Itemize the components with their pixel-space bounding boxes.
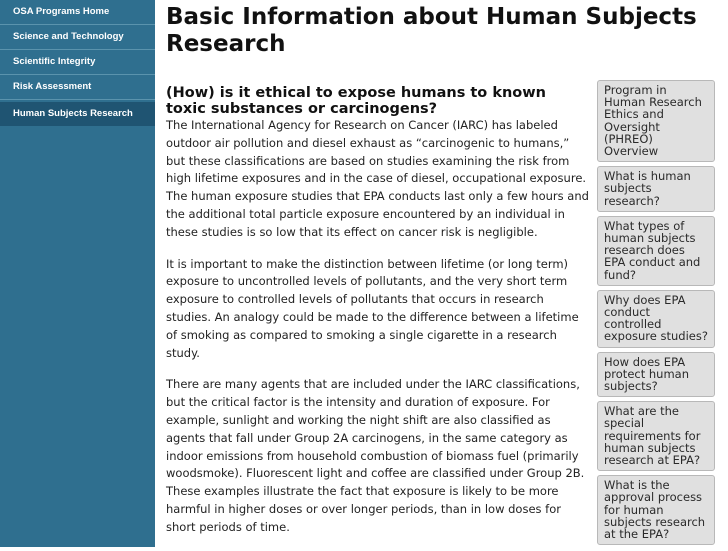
sidebar-link-special-requirements[interactable]: What are the special requirements for human subjects research at EPA? [597,401,715,471]
nav-list [0,0,155,126]
paragraph-lifetime-vs-short-term: It is important to make the distinction between lifetime (or long term) exposure to uncontrolled levels of pollutants, and the very short term exposure to controlled levels of pollutants that occurs in research studies. An analogy could be made to the difference between a lifetime of smoking as compared to smoking a single cigarette in a research study. [166,256,579,360]
page-title [166,4,706,58]
nav-item-osa-programs-home[interactable]: OSA Programs Home [0,0,155,25]
page-title-line-1: Basic Information about Human Subjects [166,4,697,30]
sidebar-link-what-is-human-subjects-research[interactable]: What is human subjects research? [597,166,715,212]
sidebar-link-approval-process[interactable]: What is the approval process for human subjects research at the EPA? [597,475,715,545]
sidebar-link-protect-human-subjects[interactable]: How does EPA protect human subjects? [597,352,715,398]
page-title-line-2: Research [166,31,286,57]
article-body [166,117,591,551]
nav-item-science-and-technology[interactable]: Science and Technology [0,25,155,50]
nav-item-risk-assessment[interactable]: Risk Assessment [0,75,155,100]
left-nav [0,0,155,547]
related-links-sidebar [597,80,715,549]
sidebar-link-phreo-overview[interactable]: Program in Human Research Ethics and Oversight (PHREO) Overview [597,80,715,162]
nav-item-human-subjects-research[interactable]: Human Subjects Research [0,102,155,126]
paragraph-iarc-classification: The International Agency for Research on Cancer (IARC) has labeled outdoor air pollution and diesel exhaust as “carcinogenic to humans,” but these classifications are based on studies examining the risk from high lifetime exposures and in the case of diesel, occupational exposure. The human exposure studies that EPA conducts last only a few hours and the additional total particle exposure encountered by an individual in these studies is so low that its effect on cancer risk is negligible. [166,118,589,239]
nav-item-scientific-integrity[interactable]: Scientific Integrity [0,50,155,75]
sidebar-link-controlled-exposure-studies[interactable]: Why does EPA conduct controlled exposure studies? [597,290,715,348]
sidebar-link-types-of-research[interactable]: What types of human subjects research does EPA conduct and fund? [597,216,715,286]
paragraph-intensity-and-duration: There are many agents that are included under the IARC classifications, but the critical factor is the intensity and duration of exposure. For example, sunlight and working the night shift are also classified as agents that fall under Group 2A carcinogens, in the same category as indoor emissions from household combustion of biomass fuel (primarily woodsmoke). Fluorescent light and coffee are classified under Group 2B. These examples illustrate the fact that exposure is likely to be more harmful in higher doses or over longer periods, than in low doses for short periods of time. [166,377,585,534]
section-heading: (How) is it ethical to expose humans to known toxic substances or carcinogens? [166,85,546,117]
